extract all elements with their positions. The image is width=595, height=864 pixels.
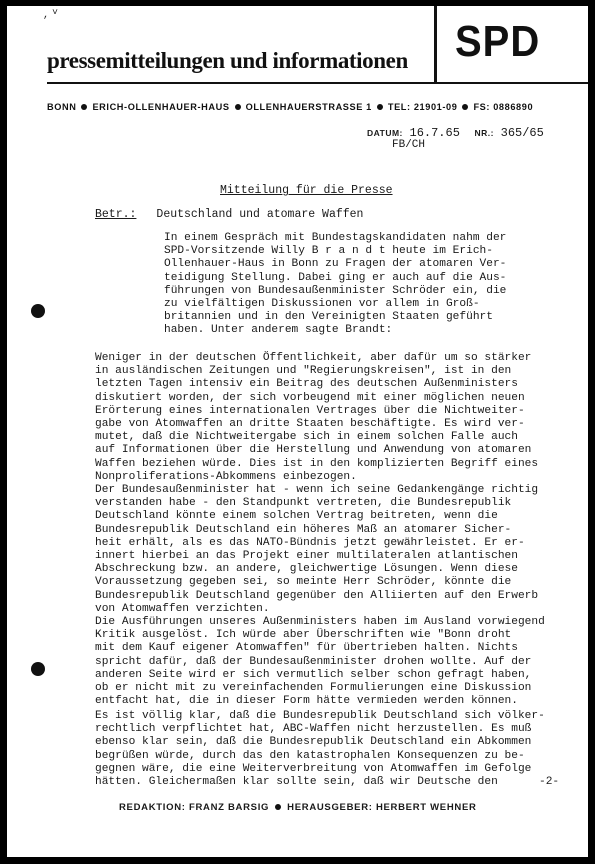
scan-mark: ˅ [52,8,59,19]
paragraph-1: Weniger in der deutschen Öffentlichkeit, aber dafür um so stärker in ausländischen Zeitungen und "Regierungskreisen", ist in den letzten Tagen intensiv ein Beitrag des deutschen Außenministers diskutiert worden, der sich vorbeugend mit einer möglichen neuen Erörterung eines internationalen Vertrages über die Nichtweiter- gabe von Atomwaffen an dritte Staaten beschäftigte. Es wird ver- mutet, daß die Nichtweitergabe sich in einem solchen Falle auch auf Informationen über die Herstellung und Anwendung von atomaren Waffen beziehen würde. Dies ist in den komplizierten Begriff eines Nonproliferations-Abkommens einbezogen. [95,352,539,483]
page-continuation: -2- [539,776,560,788]
logo-divider [434,6,437,84]
address-line: BONN ERICH-OLLENHAUER-HAUS OLLENHAUERSTRASSE 1 TEL: 21901-09 FS: 0886890 [47,102,534,112]
paragraph-2: Der Bundesaußenminister hat - wenn ich seine Gedankengänge richtig verstanden habe - den Standpunkt vertreten, die Bundesrepublik Deutschland könnte einem solchen Vertrag beitreten, wenn die Bundesrepublik Deutschland ein höheres Maß an atomarer Sicher- heit erhält, als es das NATO-Bündnis jetzt gewährleistet. Er er- innert hierbei an das Projekt einer multilateralen atlantischen Abschreckung bzw. an andere, gleichwertige Lösungen. Wenn diese Voraussetzung gegeben sei, so meinte Herr Schröder, könnte die Bundesrepublik Deutschland gegenüber den Alliierten auf den Erwerb von Atomwaffen verzichten. [95,484,539,615]
subject-line: Betr.: Deutschland und atomare Waffen [95,208,364,221]
masthead-title: pressemitteilungen und informationen [47,48,408,73]
scan-mark: , [43,10,50,21]
number-value: 365/65 [500,126,544,140]
paragraph-3: Die Ausführungen unseres Außenministers haben im Ausland vorwiegend Kritik ausgelöst. Ich würde aber Überschriften wie "Bonn droht mit dem Kauf eigener Atomwaffen" für übertrieben halten. Nichts spricht dafür, daß der Bundesaußenminister drohen wollte. Auf der anderen Seite wird er sich vermutlich selber schon gefragt haben, ob er nicht mit zu vereinfachenden Formulierungen eine Diskussion entfacht hat, die in dieser Form hätte vermieden werden können. [95,616,545,708]
punch-hole [31,304,45,318]
footer-credits: REDAKTION: FRANZ BARSIG HERAUSGEBER: HERBERT WEHNER [119,802,477,813]
intro-paragraph: In einem Gespräch mit Bundestagskandidaten nahm der SPD-Vorsitzende Willy B r a n d t heute im Erich- Ollenhauer-Haus in Bonn zu Fragen der atomaren Ver- teidigung Stellung. Dabei ging er auch auf die Aus- führungen von Bundesaußenminister Schröder ein, die zu vielfältigen Diskussionen vor allem in Groß- britannien und in den Vereinigten Staaten geführt haben. Unter anderem sagte Brandt: [164,232,507,337]
date-value: 16.7.65 [409,126,460,140]
header-rule [47,82,588,84]
date-number-line: DATUM: 16.7.65 NR.: 365/65 [367,126,544,140]
document-heading: Mitteilung für die Presse [220,184,393,197]
document-page [7,6,588,857]
paragraph-4: Es ist völlig klar, daß die Bundesrepublik Deutschland sich völker- rechtlich verpflichtet hat, ABC-Waffen nicht herzustellen. Es muß ebenso klar sein, daß die Bundesrepublik Deutschland ein Abkommen begrüßen würde, durch das den katastrophalen Konsequenzen zu be- gegnen wäre, die eine Weiterverbreitung von Atomwaffen im Gefolge hätten. Gleichermaßen klar sollte sein, daß wir Deutsche den [95,710,545,789]
reference-initials: FB/CH [392,139,426,151]
party-logo: SPD [447,6,588,80]
punch-hole [31,662,45,676]
